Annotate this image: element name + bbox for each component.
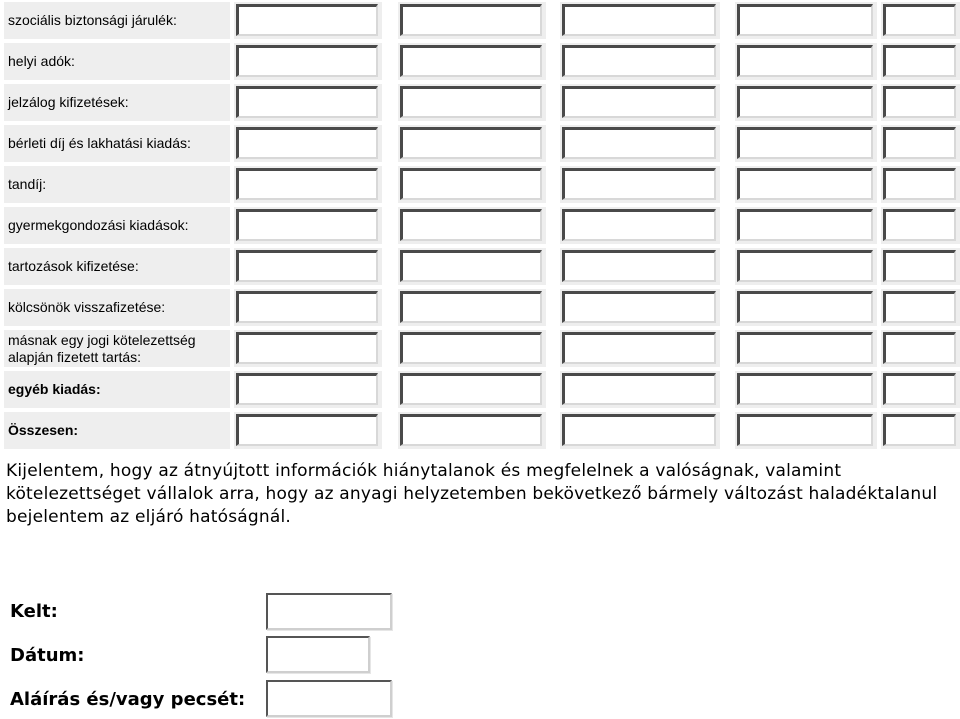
- amount-input[interactable]: [562, 209, 716, 241]
- amount-cell: [234, 2, 382, 39]
- amount-input[interactable]: [562, 250, 716, 282]
- amount-input[interactable]: [737, 373, 873, 405]
- amount-input[interactable]: [400, 127, 542, 159]
- amount-cell: [234, 207, 382, 244]
- amount-input[interactable]: [883, 127, 956, 159]
- amount-input[interactable]: [883, 209, 956, 241]
- amount-cell: [881, 43, 960, 80]
- expense-label: egyéb kiadás:: [4, 371, 230, 408]
- amount-cell: [735, 207, 877, 244]
- expense-row: [0, 41, 960, 82]
- amount-cell: [234, 125, 382, 162]
- amount-input[interactable]: [400, 250, 542, 282]
- amount-cell: [398, 207, 546, 244]
- amount-cell: [881, 207, 960, 244]
- amount-cell: [234, 330, 382, 367]
- amount-input[interactable]: [737, 45, 873, 77]
- amount-input[interactable]: [883, 373, 956, 405]
- amount-input[interactable]: [883, 332, 956, 364]
- amount-input[interactable]: [236, 168, 378, 200]
- expense-row: [0, 205, 960, 246]
- amount-input[interactable]: [562, 291, 716, 323]
- amount-input[interactable]: [737, 127, 873, 159]
- amount-input[interactable]: [883, 250, 956, 282]
- amount-cell: [398, 371, 546, 408]
- amount-cell: [398, 2, 546, 39]
- amount-input[interactable]: [236, 127, 378, 159]
- expense-label: gyermekgondozási kiadások:: [4, 207, 230, 244]
- signature-label: Aláírás és/vagy pecsét:: [10, 689, 246, 710]
- amount-input[interactable]: [737, 209, 873, 241]
- expense-row: [0, 410, 960, 451]
- amount-input[interactable]: [236, 332, 378, 364]
- amount-input[interactable]: [737, 291, 873, 323]
- amount-input[interactable]: [236, 209, 378, 241]
- amount-input[interactable]: [236, 291, 378, 323]
- amount-input[interactable]: [562, 127, 716, 159]
- amount-cell: [881, 330, 960, 367]
- amount-input[interactable]: [883, 4, 956, 36]
- amount-input[interactable]: [737, 86, 873, 118]
- amount-cell: [881, 2, 960, 39]
- amount-input[interactable]: [400, 373, 542, 405]
- amount-cell: [735, 2, 877, 39]
- signature-input[interactable]: [266, 680, 392, 717]
- amount-cell: [735, 248, 877, 285]
- amount-input[interactable]: [400, 168, 542, 200]
- amount-cell: [735, 289, 877, 326]
- date-label: Dátum:: [10, 645, 85, 666]
- amount-cell: [398, 330, 546, 367]
- amount-input[interactable]: [400, 45, 542, 77]
- amount-cell: [398, 166, 546, 203]
- amount-cell: [560, 289, 720, 326]
- expense-row: [0, 328, 960, 369]
- expense-label: szociális biztonsági járulék:: [4, 2, 230, 39]
- amount-input[interactable]: [400, 86, 542, 118]
- amount-input[interactable]: [883, 45, 956, 77]
- place-input[interactable]: [266, 593, 392, 630]
- amount-cell: [560, 166, 720, 203]
- amount-cell: [398, 43, 546, 80]
- amount-input[interactable]: [562, 45, 716, 77]
- amount-cell: [881, 166, 960, 203]
- amount-input[interactable]: [400, 332, 542, 364]
- amount-cell: [560, 412, 720, 449]
- expense-row: [0, 0, 960, 41]
- amount-input[interactable]: [236, 250, 378, 282]
- amount-input[interactable]: [562, 168, 716, 200]
- expense-label: bérleti díj és lakhatási kiadás:: [4, 125, 230, 162]
- expense-label: jelzálog kifizetések:: [4, 84, 230, 121]
- expense-row: [0, 123, 960, 164]
- amount-cell: [560, 84, 720, 121]
- amount-cell: [735, 125, 877, 162]
- expense-label: tandíj:: [4, 166, 230, 203]
- declaration-statement: Kijelentem, hogy az átnyújtott információk hiánytalanok és megfelelnek a valóságnak, valamint kötelezettséget vállalok arra, hogy az anyagi helyzetemben bekövetkező bármely változást haladéktalanul bejelentem az eljáró hatóságnál.: [6, 461, 938, 527]
- amount-input[interactable]: [737, 414, 873, 446]
- amount-cell: [560, 125, 720, 162]
- amount-cell: [881, 84, 960, 121]
- amount-input[interactable]: [562, 4, 716, 36]
- amount-cell: [398, 412, 546, 449]
- expense-row: [0, 369, 960, 410]
- amount-input[interactable]: [737, 4, 873, 36]
- amount-input[interactable]: [562, 414, 716, 446]
- amount-input[interactable]: [562, 332, 716, 364]
- place-label: Kelt:: [10, 601, 58, 622]
- amount-cell: [398, 248, 546, 285]
- amount-input[interactable]: [883, 414, 956, 446]
- amount-cell: [234, 289, 382, 326]
- expense-row: [0, 82, 960, 123]
- amount-cell: [881, 289, 960, 326]
- amount-cell: [735, 371, 877, 408]
- amount-input[interactable]: [737, 168, 873, 200]
- amount-cell: [881, 248, 960, 285]
- amount-input[interactable]: [400, 209, 542, 241]
- amount-input[interactable]: [883, 291, 956, 323]
- expense-row: [0, 246, 960, 287]
- amount-cell: [560, 371, 720, 408]
- amount-cell: [234, 412, 382, 449]
- amount-cell: [560, 248, 720, 285]
- amount-input[interactable]: [236, 45, 378, 77]
- amount-cell: [735, 412, 877, 449]
- amount-cell: [881, 125, 960, 162]
- amount-cell: [735, 166, 877, 203]
- amount-input[interactable]: [236, 86, 378, 118]
- amount-cell: [234, 371, 382, 408]
- amount-input[interactable]: [400, 414, 542, 446]
- amount-input[interactable]: [883, 86, 956, 118]
- amount-cell: [560, 2, 720, 39]
- amount-cell: [560, 207, 720, 244]
- amount-input[interactable]: [236, 373, 378, 405]
- expense-label: tartozások kifizetése:: [4, 248, 230, 285]
- amount-input[interactable]: [400, 291, 542, 323]
- amount-cell: [735, 43, 877, 80]
- amount-cell: [560, 43, 720, 80]
- date-input[interactable]: [266, 636, 370, 673]
- amount-input[interactable]: [883, 168, 956, 200]
- amount-cell: [234, 84, 382, 121]
- amount-cell: [735, 330, 877, 367]
- amount-input[interactable]: [737, 250, 873, 282]
- amount-cell: [735, 84, 877, 121]
- amount-input[interactable]: [400, 4, 542, 36]
- amount-cell: [881, 412, 960, 449]
- amount-input[interactable]: [737, 332, 873, 364]
- amount-cell: [398, 289, 546, 326]
- expense-label: kölcsönök visszafizetése:: [4, 289, 230, 326]
- expense-label: helyi adók:: [4, 43, 230, 80]
- amount-cell: [234, 248, 382, 285]
- amount-cell: [234, 166, 382, 203]
- amount-cell: [234, 43, 382, 80]
- expense-row: [0, 164, 960, 205]
- amount-input[interactable]: [236, 414, 378, 446]
- amount-input[interactable]: [562, 373, 716, 405]
- amount-cell: [398, 84, 546, 121]
- expense-label: másnak egy jogi kötelezettség alapján fizetett tartás:: [4, 330, 230, 367]
- amount-cell: [560, 330, 720, 367]
- expense-row: [0, 287, 960, 328]
- amount-input[interactable]: [236, 4, 378, 36]
- amount-cell: [398, 125, 546, 162]
- amount-cell: [881, 371, 960, 408]
- expense-label: Összesen:: [4, 412, 230, 449]
- amount-input[interactable]: [562, 86, 716, 118]
